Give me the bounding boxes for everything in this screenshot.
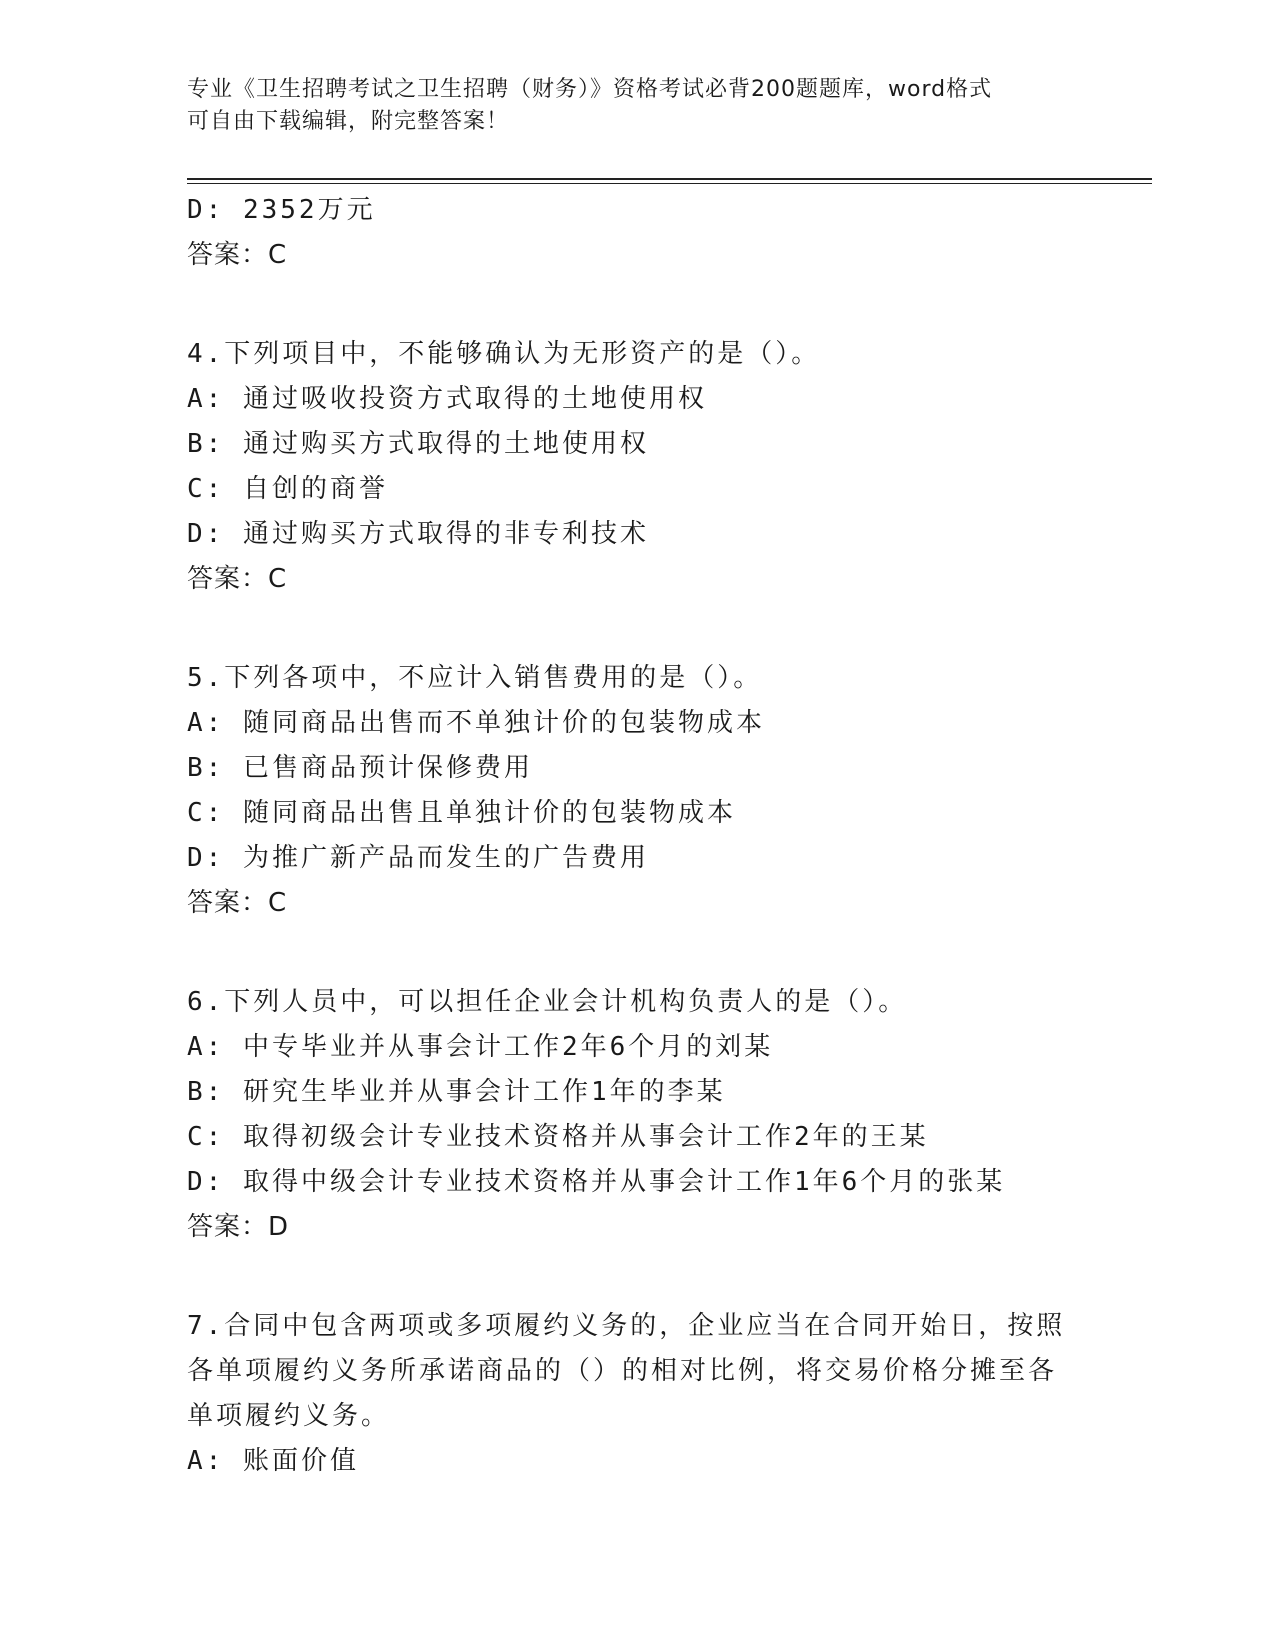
question-5 xyxy=(187,656,1087,926)
answer: 答案：C xyxy=(187,240,288,270)
question-7 xyxy=(187,1304,1087,1484)
question-text: 6.下列人员中，可以担任企业会计机构负责人的是（）。 xyxy=(187,987,908,1017)
option-d: D: 通过购买方式取得的非专利技术 xyxy=(187,519,649,549)
header-rule-thin xyxy=(187,183,1152,184)
option-c: C: 自创的商誉 xyxy=(187,474,388,504)
document-body xyxy=(187,188,1087,1484)
answer: 答案：C xyxy=(187,564,288,594)
question-4 xyxy=(187,332,1087,602)
question-text: 4.下列项目中，不能够确认为无形资产的是（）。 xyxy=(187,339,821,369)
option-b: B: 通过购买方式取得的土地使用权 xyxy=(187,429,649,459)
question-6 xyxy=(187,980,1087,1250)
option-a: A: 随同商品出售而不单独计价的包装物成本 xyxy=(187,708,765,738)
option-c: C: 取得初级会计专业技术资格并从事会计工作2年的王某 xyxy=(187,1122,929,1152)
answer: 答案：D xyxy=(187,1212,290,1242)
header-line-2: 可自由下载编辑，附完整答案！ xyxy=(187,109,510,134)
header-line-1: 专业《卫生招聘考试之卫生招聘（财务）》资格考试必背200题题库，word格式 xyxy=(187,77,993,102)
answer: 答案：C xyxy=(187,888,288,918)
option-c: C: 随同商品出售且单独计价的包装物成本 xyxy=(187,798,736,828)
option-a: A: 中专毕业并从事会计工作2年6个月的刘某 xyxy=(187,1032,774,1062)
prev-question-tail xyxy=(187,188,1087,278)
document-header xyxy=(187,74,1067,138)
option-d: D: 2352万元 xyxy=(187,195,376,225)
question-text: 5.下列各项中，不应计入销售费用的是（）。 xyxy=(187,663,763,693)
option-b: B: 研究生毕业并从事会计工作1年的李某 xyxy=(187,1077,726,1107)
option-a: A: 账面价值 xyxy=(187,1446,359,1476)
option-d: D: 取得中级会计专业技术资格并从事会计工作1年6个月的张某 xyxy=(187,1167,1006,1197)
option-d: D: 为推广新产品而发生的广告费用 xyxy=(187,843,649,873)
option-b: B: 已售商品预计保修费用 xyxy=(187,753,533,783)
option-a: A: 通过吸收投资方式取得的土地使用权 xyxy=(187,384,707,414)
header-rule-thick xyxy=(187,178,1152,180)
question-text: 7.合同中包含两项或多项履约义务的，企业应当在合同开始日，按照各单项履约义务所承诺商品的（）的相对比例，将交易价格分摊至各单项履约义务。 xyxy=(187,1311,1066,1431)
